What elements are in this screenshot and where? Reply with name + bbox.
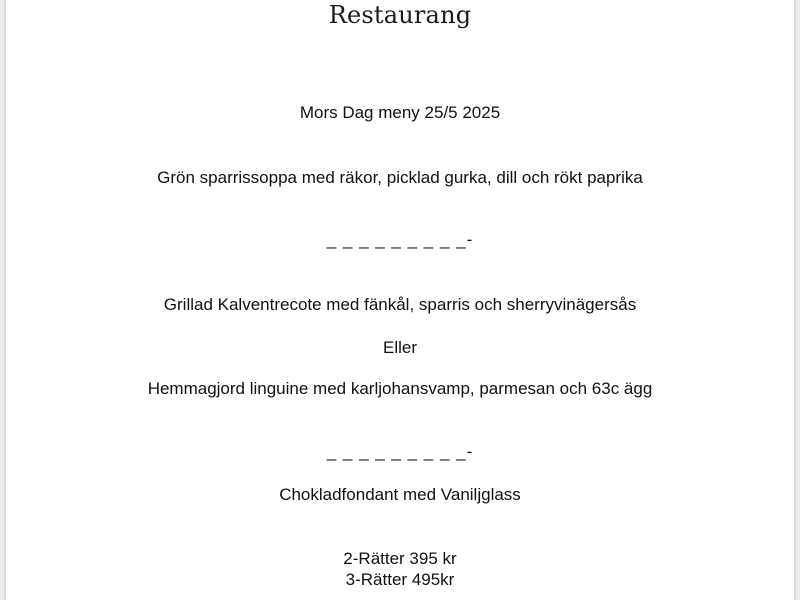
starter-dish: Grön sparrissoppa med räkor, picklad gurka, dill och rökt paprika [157,168,643,187]
menu-heading: Mors Dag meny 25/5 2025 [299,103,501,122]
main-dish-option-1: Grillad Kalventrecote med fänkål, sparris och sherryvinägersås [163,295,637,314]
course-separator: _ _ _ _ _ _ _ _ _- [326,230,474,249]
dessert-dish: Chokladfondant med Vaniljglass [279,485,521,504]
course-separator: _ _ _ _ _ _ _ _ _- [326,442,474,461]
main-dish-option-2: Hemmagjord linguine med karljohansvamp, parmesan och 63c ägg [147,379,653,398]
price-three-courses: 3-Rätter 495kr [345,570,455,589]
page-title: Restaurang [328,1,472,29]
menu-page [6,0,794,600]
price-two-courses: 2-Rätter 395 kr [343,549,457,568]
or-label: Eller [382,338,417,357]
